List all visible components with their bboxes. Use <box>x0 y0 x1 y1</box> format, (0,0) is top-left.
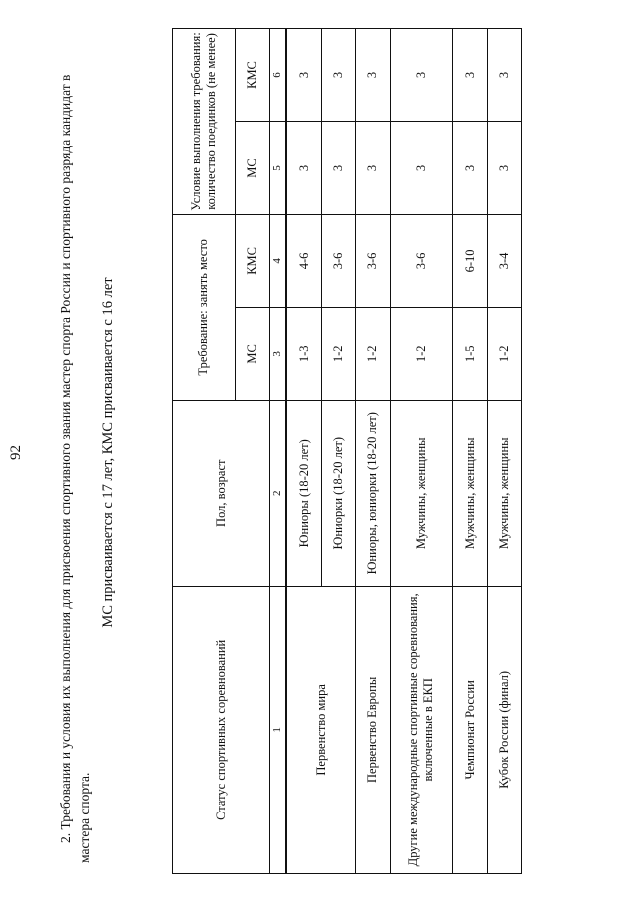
row-status: Первенство Европы <box>356 586 390 873</box>
column-index: 3 <box>270 307 287 400</box>
row-fights-kms: 3 <box>487 29 521 122</box>
intro-paragraph: 2. Требования и условия их выполнения для присвоения спортивного звания мастер спорта России и спортивного разряда кандидат в мастера спорта. <box>58 74 92 863</box>
row-place-kms: 6-10 <box>453 214 487 307</box>
table-row <box>356 29 390 874</box>
row-place-ms: 1-5 <box>453 307 487 400</box>
header-fights-ms: МС <box>235 121 269 214</box>
column-index: 6 <box>270 29 287 122</box>
row-fights-ms: 3 <box>286 121 321 214</box>
row-fights-ms: 3 <box>453 121 487 214</box>
header-gender-age: Пол, возраст <box>173 400 270 586</box>
header-place-group: Требование: занять место <box>173 214 236 400</box>
column-index: 4 <box>270 214 287 307</box>
requirements-table <box>172 28 522 874</box>
row-place-ms: 1-2 <box>321 307 355 400</box>
row-gender-age: Мужчины, женщины <box>390 400 453 586</box>
row-fights-kms: 3 <box>390 29 453 122</box>
row-fights-ms: 3 <box>356 121 390 214</box>
row-gender-age: Мужчины, женщины <box>487 400 521 586</box>
row-gender-age: Мужчины, женщины <box>453 400 487 586</box>
column-index: 5 <box>270 121 287 214</box>
column-index-row <box>270 29 287 874</box>
table-row <box>390 29 453 874</box>
row-fights-ms: 3 <box>487 121 521 214</box>
row-fights-ms: 3 <box>390 121 453 214</box>
row-gender-age: Юниоры (18-20 лет) <box>286 400 321 586</box>
row-fights-kms: 3 <box>356 29 390 122</box>
row-place-kms: 3-6 <box>390 214 453 307</box>
row-fights-ms: 3 <box>321 121 355 214</box>
row-place-ms: 1-2 <box>356 307 390 400</box>
row-gender-age: Юниорки (18-20 лет) <box>321 400 355 586</box>
table-row <box>453 29 487 874</box>
row-status: Первенство мира <box>286 586 356 873</box>
row-place-ms: 1-3 <box>286 307 321 400</box>
row-place-kms: 4-6 <box>286 214 321 307</box>
row-status: Кубок России (финал) <box>487 586 521 873</box>
header-row-1 <box>173 29 236 874</box>
row-place-ms: 1-2 <box>487 307 521 400</box>
header-place-kms: КМС <box>235 214 269 307</box>
row-status: Чемпионат России <box>453 586 487 873</box>
row-place-kms: 3-6 <box>356 214 390 307</box>
row-status: Другие международные спортивные соревнования, включенные в ЕКП <box>390 586 453 873</box>
table-row <box>286 29 321 874</box>
column-index: 2 <box>270 400 287 586</box>
header-fights-group: Условие выполнения требования: количество поединков (не менее) <box>173 29 236 215</box>
row-fights-kms: 3 <box>321 29 355 122</box>
table-subtitle: МС присваивается с 17 лет, КМС присваивается с 16 лет <box>100 277 116 628</box>
column-index: 1 <box>270 586 287 873</box>
row-place-kms: 3-6 <box>321 214 355 307</box>
header-place-ms: МС <box>235 307 269 400</box>
row-fights-kms: 3 <box>453 29 487 122</box>
row-gender-age: Юниоры, юниорки (18-20 лет) <box>356 400 390 586</box>
row-place-kms: 3-4 <box>487 214 521 307</box>
row-fights-kms: 3 <box>286 29 321 122</box>
page-number: 92 <box>8 445 24 460</box>
header-fights-kms: КМС <box>235 29 269 122</box>
row-place-ms: 1-2 <box>390 307 453 400</box>
table-row <box>487 29 521 874</box>
header-status: Статус спортивных соревнований <box>173 586 270 873</box>
